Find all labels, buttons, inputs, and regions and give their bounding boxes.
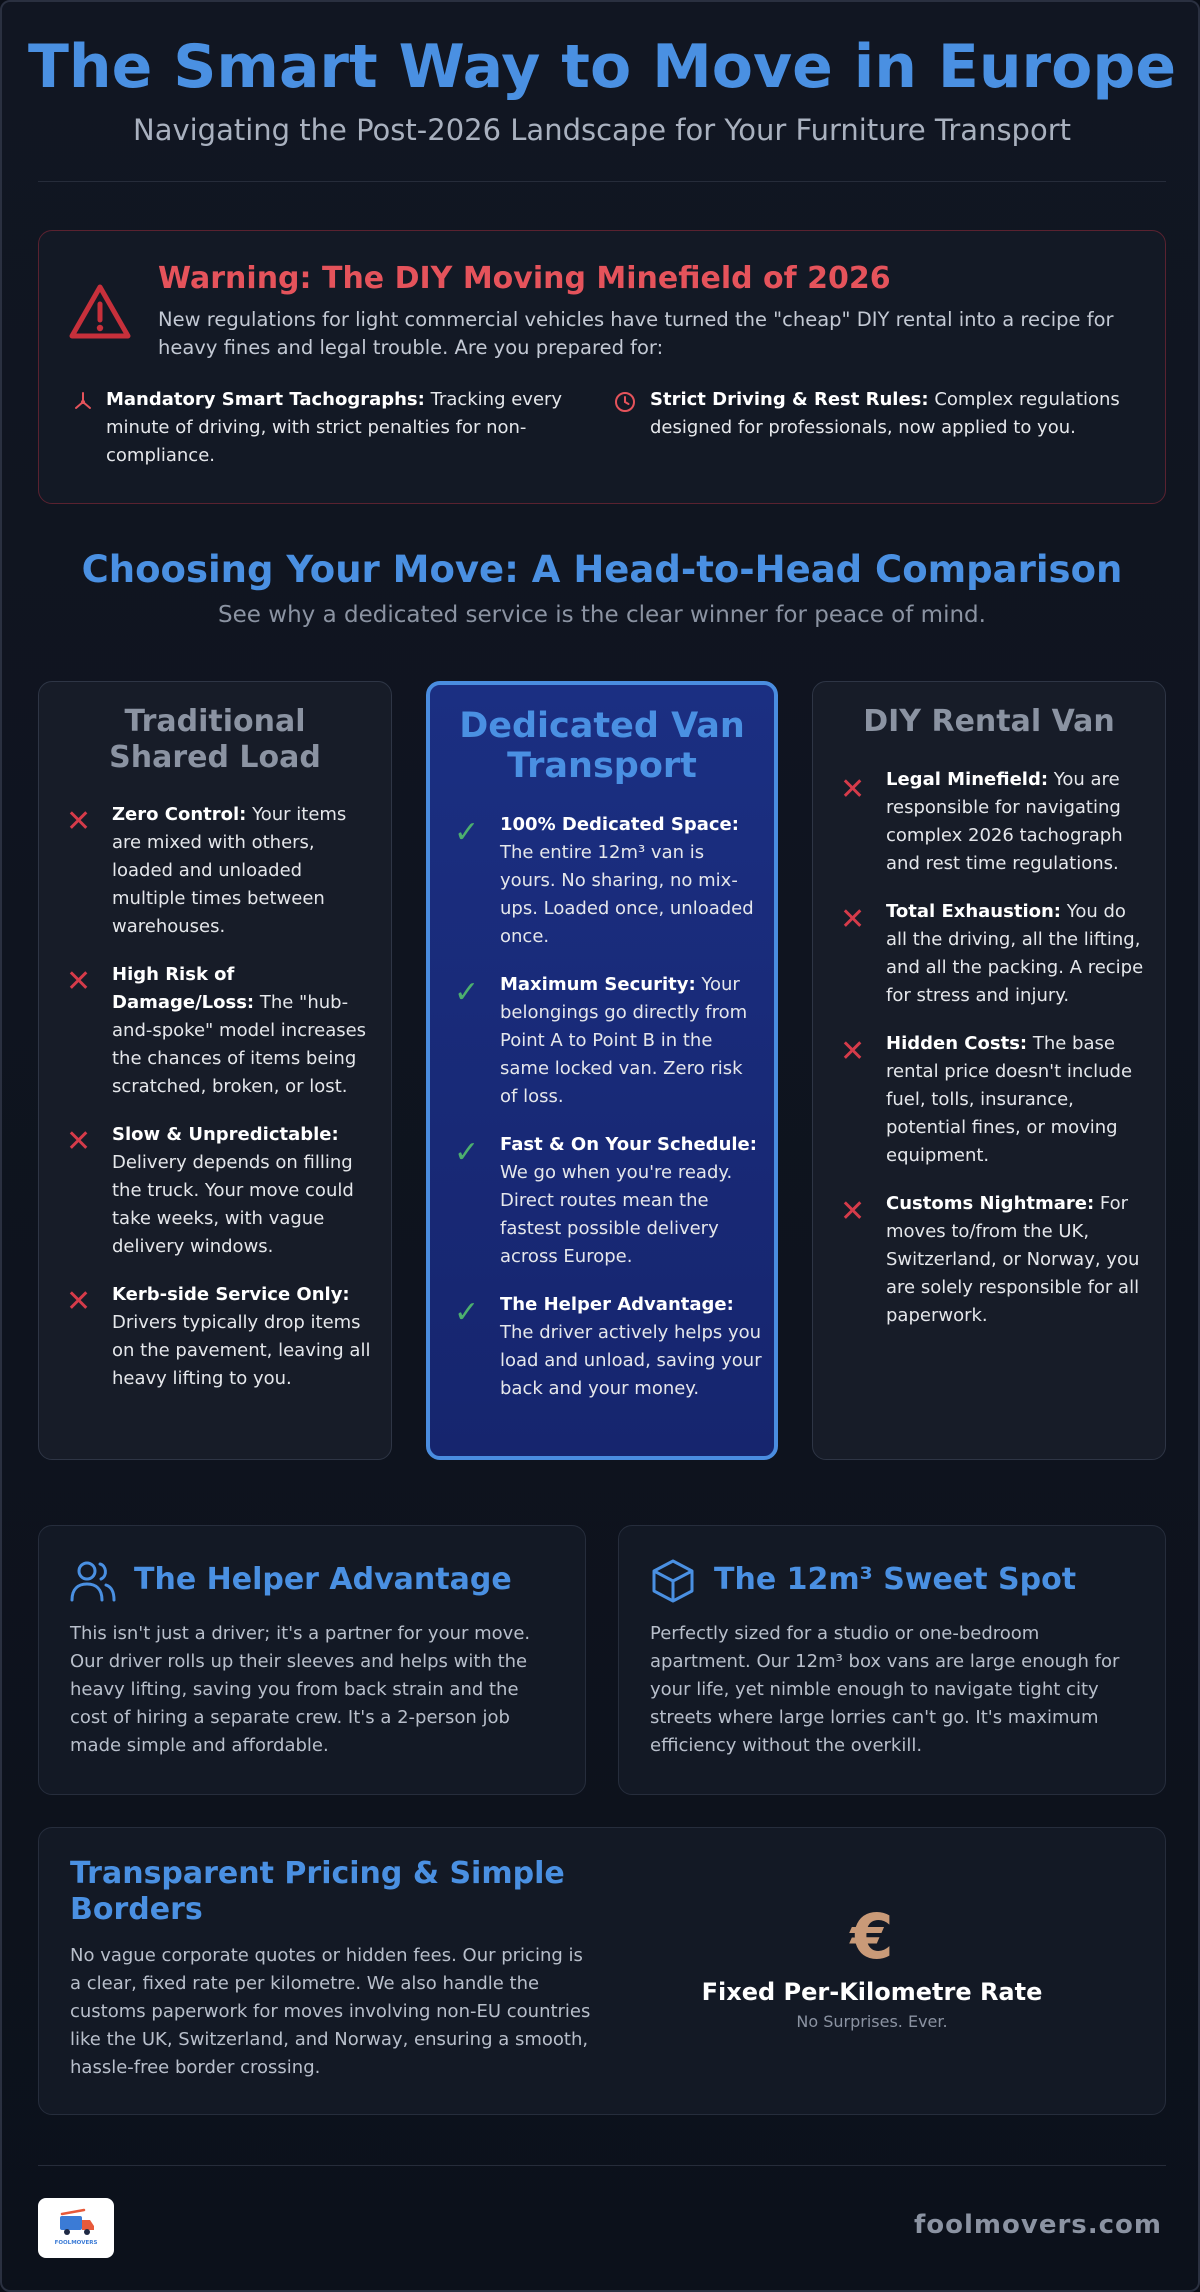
footer-divider	[38, 2165, 1166, 2166]
helper-advantage-text: This isn't just a driver; it's a partner for your move. Our driver rolls up their sleeves and helps with the heavy lifting, saving you from back strain and the cost of hiring a separate crew. It's a 2-person job made simple and affordable.	[70, 1623, 531, 1756]
dedicated-item-space: 100% Dedicated Space: The entire 12m³ van is yours. No sharing, no mix-ups. Loaded once, unloaded once.	[500, 814, 754, 947]
cross-icon: ✕	[840, 772, 866, 807]
header-divider	[38, 181, 1166, 182]
logo-mark-icon	[56, 2208, 96, 2236]
page-subtitle: Navigating the Post-2026 Landscape for Your Furniture Transport	[133, 113, 1071, 147]
column-shared-load-title: Traditional Shared Load	[109, 704, 321, 775]
rate-subtitle: No Surprises. Ever.	[796, 2012, 948, 2031]
warning-title: Warning: The DIY Moving Minefield of 2026	[158, 261, 891, 296]
warning-text: New regulations for light commercial vehicles have turned the "cheap" DIY rental into a recipe for heavy fines and legal trouble. Are you prepared for:	[158, 308, 1114, 359]
euro-icon: €	[850, 1900, 894, 1973]
check-icon: ✓	[454, 815, 480, 850]
company-logo	[38, 2198, 114, 2258]
pricing-text: No vague corporate quotes or hidden fees. Our pricing is a clear, fixed rate per kilometre. We also handle the customs paperwork for moves involving non-EU countries like the UK, Switzerland, and Norway, ensuring a smooth, hassle-free border crossing.	[70, 1945, 591, 2078]
diy-item-costs: Hidden Costs: The base rental price doesn't include fuel, tolls, insurance, potential fines, or moving equipment.	[886, 1033, 1133, 1166]
diy-item-exhaustion: Total Exhaustion: You do all the driving, all the lifting, and all the packing. A recipe for stress and injury.	[886, 901, 1144, 1006]
shared-item-damage: High Risk of Damage/Loss: The "hub-and-spoke" model increases the chances of items being scratched, broken, or lost.	[112, 964, 367, 1097]
shared-item-kerbside: Kerb-side Service Only: Drivers typically drop items on the pavement, leaving all heavy lifting to you.	[112, 1284, 371, 1389]
clock-icon	[614, 391, 636, 413]
page-title: The Smart Way to Move in Europe	[27, 32, 1177, 102]
check-icon: ✓	[454, 1295, 480, 1330]
column-diy-rental-title: DIY Rental Van	[863, 704, 1115, 739]
cross-icon: ✕	[840, 1034, 866, 1069]
gauge-icon	[72, 390, 94, 412]
logo-text: FOOLMOVERS	[54, 2240, 98, 2246]
box-icon	[650, 1557, 696, 1605]
warning-item-rest-rules: Strict Driving & Rest Rules: Complex regulations designed for professionals, now applied to you.	[650, 389, 1120, 438]
comparison-title: Choosing Your Move: A Head-to-Head Comparison	[81, 548, 1123, 591]
diy-item-legal: Legal Minefield: You are responsible for navigating complex 2026 tachograph and rest time regulations.	[886, 769, 1123, 874]
pricing-title: Transparent Pricing & Simple Borders	[70, 1856, 565, 1927]
brand-link[interactable]: foolmovers.com	[913, 2210, 1162, 2240]
cross-icon: ✕	[66, 964, 92, 999]
comparison-subtitle: See why a dedicated service is the clear winner for peace of mind.	[218, 602, 986, 628]
sweet-spot-title: The 12m³ Sweet Spot	[714, 1562, 1077, 1597]
helper-advantage-title: The Helper Advantage	[134, 1562, 512, 1597]
cross-icon: ✕	[66, 1284, 92, 1319]
check-icon: ✓	[454, 1135, 480, 1170]
dedicated-item-security: Maximum Security: Your belongings go directly from Point A to Point B in the same locked van. Zero risk of loss.	[500, 974, 748, 1107]
shared-item-control: Zero Control: Your items are mixed with others, loaded and unloaded multiple times between warehouses.	[112, 804, 347, 937]
users-icon	[68, 1558, 118, 1604]
sweet-spot-text: Perfectly sized for a studio or one-bedroom apartment. Our 12m³ box vans are large enough for your life, yet nimble enough to navigate tight city streets where large lorries can't go. It's maximum efficiency without the overkill.	[650, 1623, 1120, 1756]
rate-title: Fixed Per-Kilometre Rate	[701, 1978, 1043, 2006]
cross-icon: ✕	[840, 902, 866, 937]
column-dedicated-van-title: Dedicated Van Transport	[459, 706, 745, 786]
check-icon: ✓	[454, 975, 480, 1010]
cross-icon: ✕	[840, 1194, 866, 1229]
warning-triangle-icon	[68, 282, 132, 342]
diy-item-customs: Customs Nightmare: For moves to/from the UK, Switzerland, or Norway, you are solely responsible for all paperwork.	[886, 1193, 1140, 1326]
dedicated-item-helper: The Helper Advantage: The driver actively helps you load and unload, saving your back and your money.	[500, 1294, 762, 1399]
warning-item-tachograph: Mandatory Smart Tachographs: Tracking every minute of driving, with strict penalties for non-compliance.	[106, 389, 563, 466]
cross-icon: ✕	[66, 804, 92, 839]
cross-icon: ✕	[66, 1124, 92, 1159]
dedicated-item-schedule: Fast & On Your Schedule: We go when you're ready. Direct routes mean the fastest possible delivery across Europe.	[500, 1134, 757, 1267]
shared-item-slow: Slow & Unpredictable: Delivery depends on filling the truck. Your move could take weeks, with vague delivery windows.	[112, 1124, 354, 1257]
